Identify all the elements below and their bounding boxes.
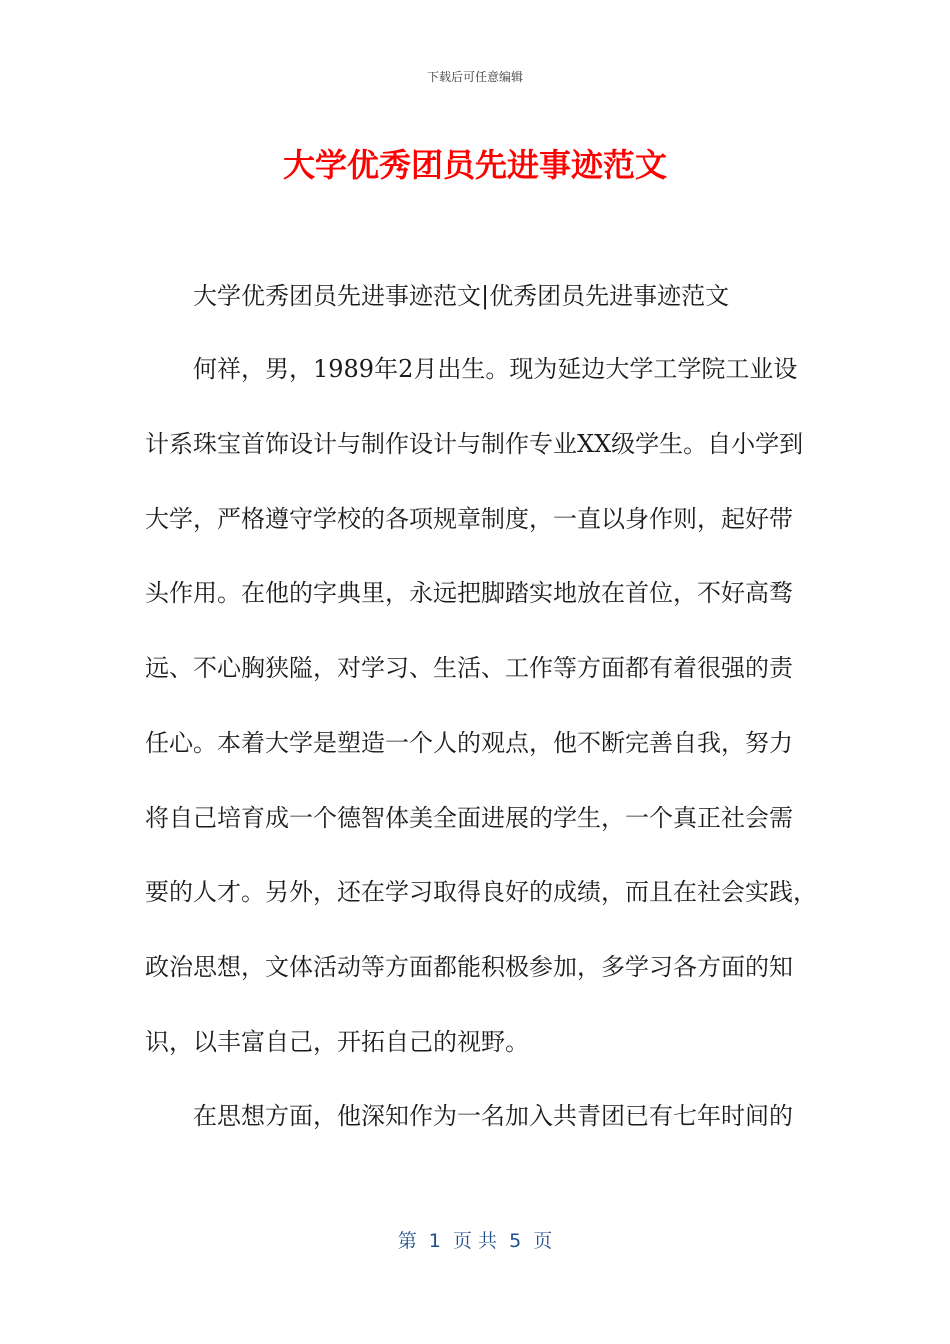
paragraph-line: 远、不心胸狭隘，对学习、生活、工作等方面都有着很强的责 xyxy=(145,654,793,682)
paragraph-line: 政治思想，文体活动等方面都能积极参加，多学习各方面的知 xyxy=(145,953,793,981)
header-note: 下载后可任意编辑 xyxy=(426,70,523,84)
paragraph-subtitle: 大学优秀团员先进事迹范文|优秀团员先进事迹范文 xyxy=(193,282,730,310)
paragraph-line: 大学，严格遵守学校的各项规章制度，一直以身作则，起好带 xyxy=(145,505,793,533)
paragraph-line: 计系珠宝首饰设计与制作设计与制作专业XX级学生。自小学到 xyxy=(145,430,804,458)
document-title: 大学优秀团员先进事迹范文 xyxy=(282,146,667,184)
paragraph-line: 要的人才。另外，还在学习取得良好的成绩，而且在社会实践， xyxy=(145,878,817,906)
paragraph-line: 何祥，男，1989年2月出生。现为延边大学工学院工业设 xyxy=(193,355,798,383)
paragraph-line: 识，以丰富自己，开拓自己的视野。 xyxy=(145,1028,529,1056)
paragraph-line: 任心。本着大学是塑造一个人的观点，他不断完善自我，努力 xyxy=(145,729,793,757)
paragraph-line: 在思想方面，他深知作为一名加入共青团已有七年时间的 xyxy=(193,1102,793,1130)
paragraph-line: 将自己培育成一个德智体美全面进展的学生，一个真正社会需 xyxy=(145,804,793,832)
paragraph-line: 头作用。在他的字典里，永远把脚踏实地放在首位，不好高骛 xyxy=(145,579,793,607)
page-number: 第 1 页 共 5 页 xyxy=(397,1230,553,1252)
